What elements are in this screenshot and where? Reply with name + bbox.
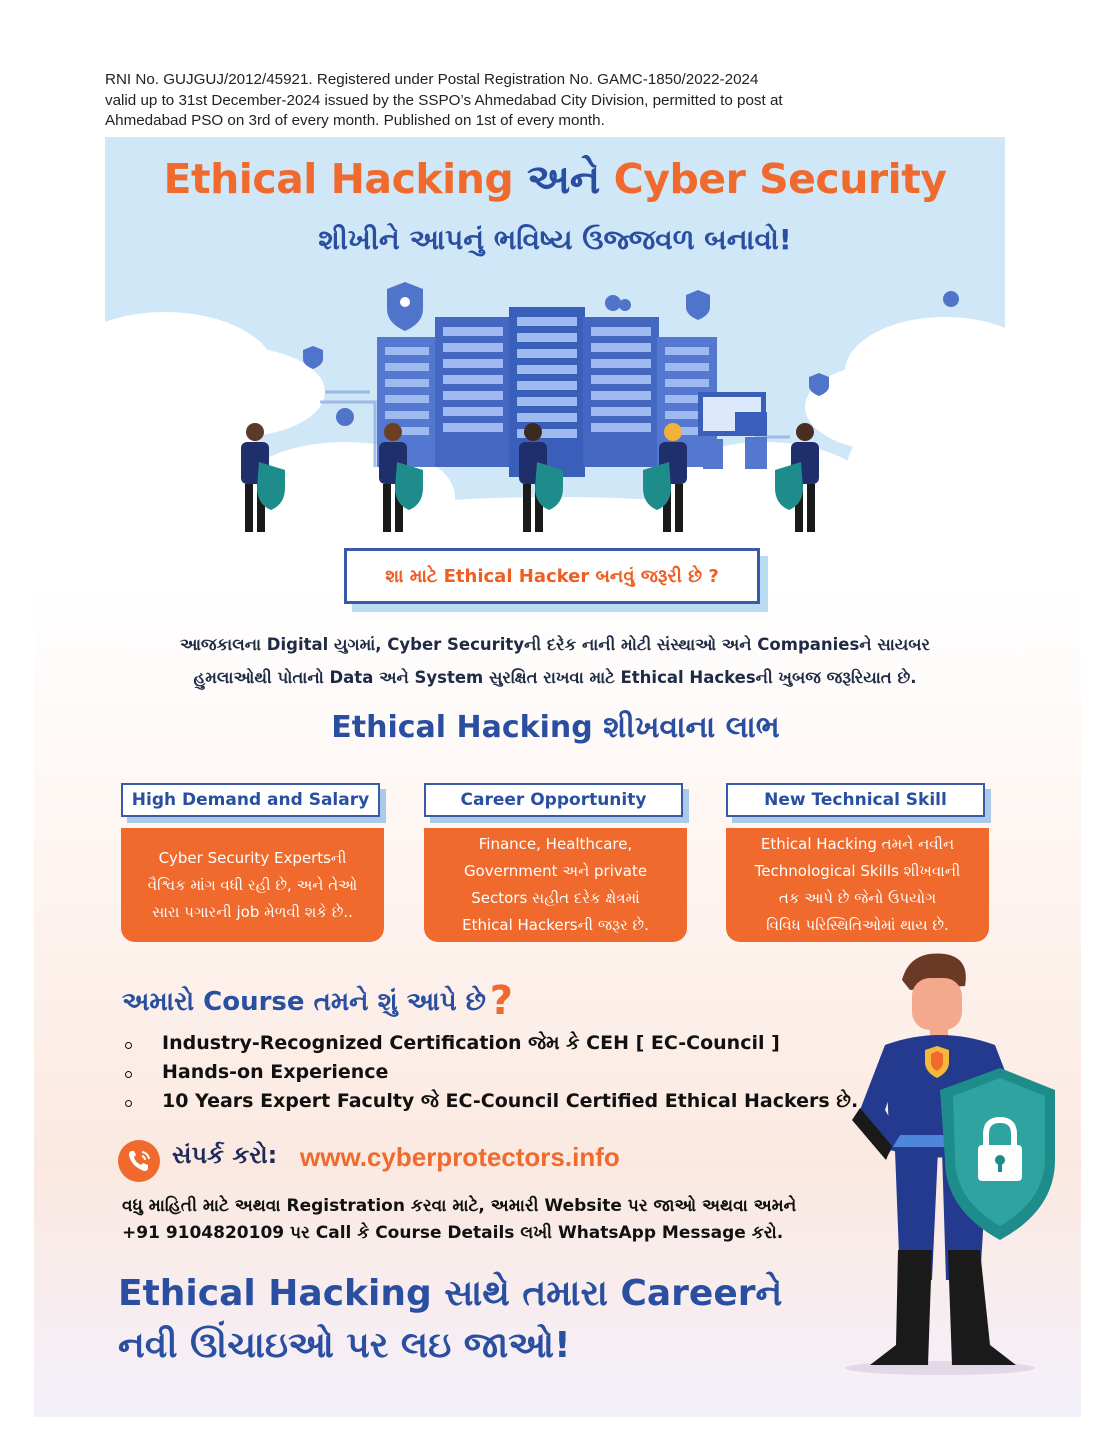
hero-banner [105,137,1005,585]
card-body-high-demand [121,828,384,942]
list-item: Hands-on Experience [122,1061,858,1090]
list-item: Industry-Recognized Certification જેમ કે CEH [ EC-Council ] [122,1032,858,1061]
call-to-action [118,1268,838,1372]
card-text-line: Sectors સહીત દરેક ક્ષેત્રમાં [471,889,640,907]
card-text-line: વિવિધ પરિસ્થિતિઓમાં થાય છે. [766,916,949,934]
hero-title-part-2: અને [513,155,614,203]
contact-line-2: +91 9104820109 પર Call કે Course Details લખી WhatsApp Message કરો. [122,1223,784,1243]
list-item: 10 Years Expert Faculty જે EC-Council Certified Ethical Hackers છે. [122,1090,858,1119]
card-text-line: Cyber Security Expertsની [158,848,347,867]
card-text-line: તક આપે છે જેનો ઉપયોગ [778,889,937,907]
card-heading-technical-skill: New Technical Skill [726,783,985,817]
offer-title [122,978,513,1024]
contact-label: સંપર્ક કરો: [172,1141,278,1169]
offer-title-text: અમારો Course તમને શું આપે છે [122,987,486,1017]
card-heading-career: Career Opportunity [424,783,683,817]
why-ethical-hacker-box: શા માટે Ethical Hacker બનવું જરૂરી છે ? [344,548,760,604]
hero-illustration [105,137,1005,585]
cta-line-1: Ethical Hacking સાથે તમારા Careerને [118,1273,783,1314]
contact-details [122,1193,822,1247]
card-text-line: વૈશ્વિક માંગ વધી રહી છે, અને તેઓ [147,875,358,894]
contact-line-1: વધુ માહિતી માટે અથવા Registration કરવા માટે, અમારી Website પર જાઓ અથવા અમને [122,1196,797,1216]
card-text-line: Ethical Hackersની જરૂર છે. [462,916,649,934]
offer-list [122,1032,858,1119]
card-heading-high-demand: High Demand and Salary [121,783,380,817]
card-text-line: Finance, Healthcare, [478,835,633,853]
intro-paragraph [110,628,1000,694]
card-text-line: Government અને private [463,862,648,880]
intro-line-1: આજકાલના Digital યુગમાં, Cyber Securityની દરેક નાની મોટી સંસ્થાઓ અને Companiesને સાયબર [179,635,931,654]
card-body-technical-skill [726,828,989,942]
benefits-title: Ethical Hacking શીખવાના લાભ [331,710,780,745]
notice-line-3: Ahmedabad PSO on 3rd of every month. Published on 1st of every month. [105,112,605,129]
intro-line-2: હુમલાઓથી પોતાનો Data અને System સુરક્ષિત રાખવા માટે Ethical Hackesની ખુબજ જરૂરિયાત છે. [193,668,917,687]
hero-title-part-1: Ethical Hacking [163,155,514,203]
website-link[interactable]: www.cyberprotectors.info [300,1142,620,1172]
hero-subtitle: શીખીને આપનું ભવિષ્ય ઉજ્જવળ બનાવો! [318,223,792,256]
hero-title-part-3: Cyber Security [613,155,947,203]
card-text-line: Technological Skills શીખવાની [754,862,961,880]
card-body-career [424,828,687,942]
card-text-line: Ethical Hacking તમને નવીન [760,835,955,853]
phone-icon [118,1140,160,1182]
card-text-line: સારા પગારની job મેળવી શકે છે.. [152,902,353,921]
cyber-hero-figure [840,950,1060,1380]
notice-line-2: valid up to 31st December-2024 issued by the SSPO’s Ahmedabad City Division, permitted to post at [105,91,783,109]
cta-line-2: નવી ઊંચાઇઓ પર લઇ જાઓ! [118,1325,571,1366]
offer-question-mark: ? [489,978,513,1024]
registration-notice [105,70,905,132]
hero-title [105,155,1005,204]
notice-line-1: RNI No. GUJGUJ/2012/45921. Registered under Postal Registration No. GAMC-1850/2022-2024 [105,71,759,88]
